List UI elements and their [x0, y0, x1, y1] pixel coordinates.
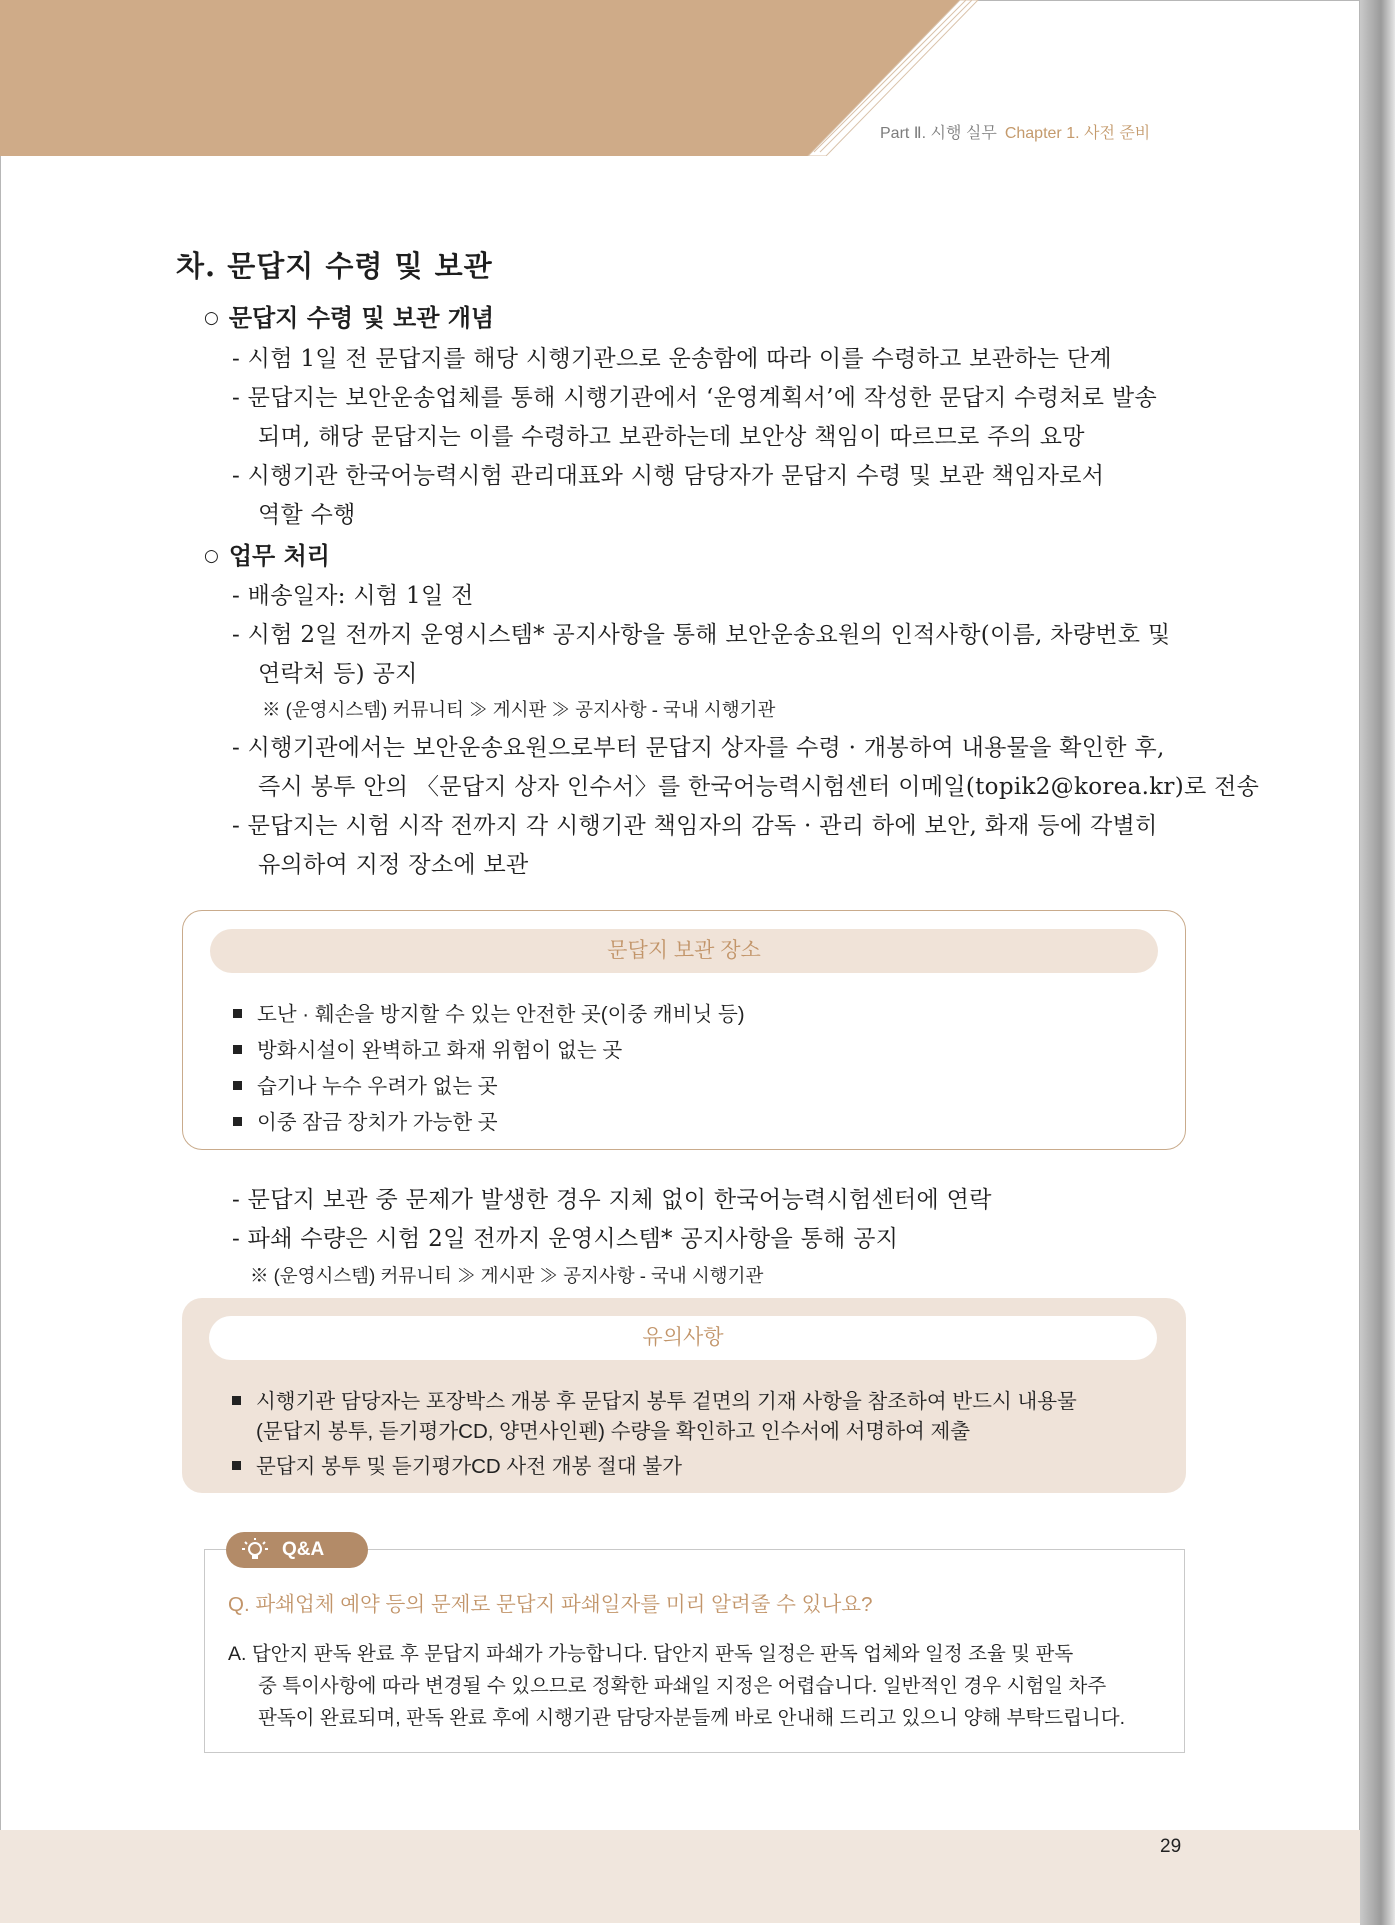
square-bullet-icon: [233, 1009, 242, 1018]
concept-item-3-cont: 역할 수행: [258, 502, 356, 528]
qa-badge-label: Q&A: [282, 1539, 325, 1560]
square-bullet-icon: [233, 1045, 242, 1054]
storage-box: [182, 910, 1186, 1150]
process-item-2-cont: 연락처 등) 공지: [258, 661, 418, 687]
process-item-1: - 배송일자: 시험 1일 전: [232, 583, 474, 609]
concept-item-2-cont: 되며, 해당 문답지는 이를 수령하고 보관하는데 보안상 책임이 따르므로 주의 요망: [258, 424, 1085, 450]
process-item-4-cont: 유의하여 지정 장소에 보관: [258, 852, 529, 878]
process-heading: ○ 업무 처리: [204, 541, 330, 570]
after-item-1: - 문답지 보관 중 문제가 발생한 경우 지체 없이 한국어능력시험센터에 연락: [232, 1187, 992, 1213]
square-bullet-icon: [233, 1117, 242, 1126]
concept-heading: ○ 문답지 수령 및 보관 개념: [204, 303, 495, 332]
process-item-4: - 문답지는 시험 시작 전까지 각 시행기관 책임자의 감독 · 관리 하에 보안, 화재 등에 각별히: [232, 813, 1158, 839]
ring-bullet-icon: ○: [204, 308, 219, 328]
process-item-2: - 시험 2일 전까지 운영시스템* 공지사항을 통해 보안운송요원의 인적사항(이름, 차량번호 및: [232, 622, 1171, 648]
header-part: Part Ⅱ. 시행 실무: [880, 125, 997, 142]
concept-item-3: - 시행기관 한국어능력시험 관리대표와 시행 담당자가 문답지 수령 및 보관 책임자로서: [232, 463, 1105, 489]
storage-box-title: 문답지 보관 장소: [210, 929, 1158, 973]
lightbulb-icon: [242, 1538, 268, 1562]
storage-item: 습기나 누수 우려가 없는 곳: [233, 1069, 498, 1099]
process-item-3-cont: 즉시 봉투 안의 〈문답지 상자 인수서〉를 한국어능력시험센터 이메일(topik2@korea.kr)로 전송: [258, 774, 1260, 800]
caution-item-cont: (문답지 봉투, 듣기평가CD, 양면사인펜) 수량을 확인하고 인수서에 서명하여 제출: [256, 1420, 971, 1443]
square-bullet-icon: [233, 1081, 242, 1090]
storage-item: 방화시설이 완벽하고 화재 위험이 없는 곳: [233, 1033, 622, 1063]
ring-bullet-icon: ○: [204, 546, 219, 566]
caution-box: [182, 1298, 1186, 1493]
qa-answer-line-1: A. 답안지 판독 완료 후 문답지 파쇄가 가능합니다. 답안지 판독 일정은 판독 업체와 일정 조율 및 판독: [228, 1643, 1074, 1665]
storage-item: 이중 잠금 장치가 가능한 곳: [233, 1105, 498, 1135]
after-note: ※ (운영시스템) 커뮤니티 ≫ 게시판 ≫ 공지사항 - 국내 시행기관: [250, 1265, 764, 1286]
qa-question: Q. 파쇄업체 예약 등의 문제로 문답지 파쇄일자를 미리 알려줄 수 있나요?: [228, 1593, 873, 1616]
running-header: [880, 120, 1150, 143]
caution-item: 문답지 봉투 및 듣기평가CD 사전 개봉 절대 불가: [232, 1449, 682, 1479]
header-chapter: Chapter 1. 사전 준비: [1004, 125, 1151, 142]
caution-box-title: 유의사항: [209, 1316, 1157, 1360]
concept-item-1: - 시험 1일 전 문답지를 해당 시행기관으로 운송함에 따라 이를 수령하고 보관하는 단계: [232, 346, 1112, 372]
header-band-shape: [0, 0, 960, 156]
qa-answer-line-3: 판독이 완료되며, 판독 완료 후에 시행기관 담당자분들께 바로 안내해 드리고 있으니 양해 부탁드립니다.: [258, 1707, 1126, 1729]
process-note: ※ (운영시스템) 커뮤니티 ≫ 게시판 ≫ 공지사항 - 국내 시행기관: [262, 699, 776, 720]
after-item-2: - 파쇄 수량은 시험 2일 전까지 운영시스템* 공지사항을 통해 공지: [232, 1226, 899, 1252]
page-edge-shadow: [1360, 0, 1395, 1925]
storage-item: 도난 · 훼손을 방지할 수 있는 안전한 곳(이중 캐비닛 등): [233, 997, 745, 1027]
qa-answer-line-2: 중 특이사항에 따라 변경될 수 있으므로 정확한 파쇄일 지정은 어렵습니다. 일반적인 경우 시험일 차주: [258, 1675, 1107, 1697]
header-band: [0, 0, 1360, 156]
concept-item-2: - 문답지는 보안운송업체를 통해 시행기관에서 ‘운영계획서’에 작성한 문답지 수령처로 발송: [232, 385, 1157, 411]
square-bullet-icon: [232, 1461, 241, 1470]
square-bullet-icon: [232, 1396, 241, 1405]
qa-badge: [226, 1532, 368, 1568]
page-number: 29: [1160, 1836, 1182, 1857]
section-title: 차. 문답지 수령 및 보관: [176, 249, 493, 283]
process-item-3: - 시행기관에서는 보안운송요원으로부터 문답지 상자를 수령 · 개봉하여 내용물을 확인한 후,: [232, 735, 1165, 761]
caution-item: 시행기관 담당자는 포장박스 개봉 후 문답지 봉투 겉면의 기재 사항을 참조하여 반드시 내용물: [232, 1384, 1077, 1414]
footer-band: [0, 1830, 1360, 1923]
